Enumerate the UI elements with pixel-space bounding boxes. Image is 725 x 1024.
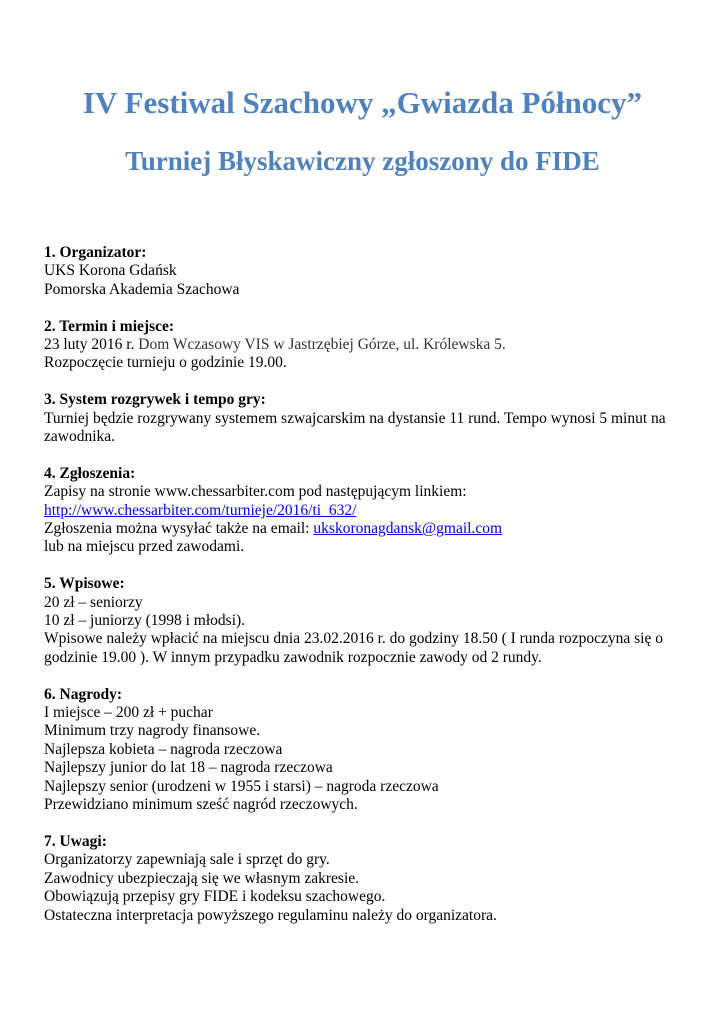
- prize-line: I miejsce – 200 zł + puchar: [44, 704, 213, 722]
- document-body: [44, 244, 684, 943]
- section-fees: [44, 575, 684, 667]
- email-link[interactable]: ukskoronagdansk@gmail.com: [313, 520, 503, 538]
- note-line: Organizatorzy zapewniają sale i sprzęt do gry.: [44, 851, 330, 869]
- note-line: Ostateczna interpretacja powyższego regulaminu należy do organizatora.: [44, 906, 497, 924]
- registration-link-line: [44, 502, 684, 520]
- prize-line: Najlepszy senior (urodzeni w 1955 i starsi) – nagroda rzeczowa: [44, 777, 439, 795]
- event-date: 23 luty 2016 r.: [44, 336, 135, 354]
- fee-text: Wpisowe należy wpłacić na miejscu dnia 23.02.2016 r. do godziny 18.50 ( I runda rozpoczyna się o godzinie 19.00 ). W innym przypadku zawodnik rozpocznie zawody od 2 rundy.: [44, 630, 663, 666]
- organizer-line: Pomorska Akademia Szachowa: [44, 280, 240, 298]
- section-organizer: [44, 244, 684, 299]
- organizer-line: UKS Korona Gdańsk: [44, 262, 177, 280]
- registration-line: lub na miejscu przed zawodami.: [44, 538, 245, 556]
- registration-line: Zapisy na stronie www.chessarbiter.com pod następującym linkiem:: [44, 483, 467, 501]
- section-registration: [44, 465, 684, 557]
- section-prizes: [44, 686, 684, 815]
- section-heading: 4. Zgłoszenia:: [44, 464, 136, 482]
- event-place: Dom Wczasowy VIS w Jastrzębiej Górze, ul. Królewska 5.: [134, 336, 506, 354]
- note-line: Zawodnicy ubezpieczają się we własnym zakresie.: [44, 869, 360, 887]
- fee-line: 20 zł – seniorzy: [44, 593, 143, 611]
- date-place-line: [44, 336, 684, 354]
- email-line: [44, 520, 684, 538]
- prize-line: Najlepsza kobieta – nagroda rzeczowa: [44, 740, 283, 758]
- section-heading: 6. Nagrody:: [44, 685, 123, 703]
- note-line: Obowiązują przepisy gry FIDE i kodeksu szachowego.: [44, 888, 386, 906]
- section-date-place: [44, 318, 684, 373]
- fee-line: 10 zł – juniorzy (1998 i młodsi).: [44, 612, 246, 630]
- document-title: IV Festiwal Szachowy „Gwiazda Północy”: [82, 85, 643, 120]
- system-text: Turniej będzie rozgrywany systemem szwajcarskim na dystansie 11 rund. Tempo wynosi 5 minut na zawodnika.: [44, 409, 666, 446]
- section-system: [44, 391, 684, 446]
- prize-line: Przewidziano minimum sześć nagród rzeczowych.: [44, 796, 358, 814]
- section-heading: 5. Wpisowe:: [44, 575, 125, 593]
- prize-line: Najlepszy junior do lat 18 – nagroda rzeczowa: [44, 759, 333, 777]
- section-notes: [44, 833, 684, 925]
- prize-line: Minimum trzy nagrody finansowe.: [44, 722, 261, 740]
- registration-link[interactable]: http://www.chessarbiter.com/turnieje/2016/ti_632/: [44, 501, 357, 519]
- email-prefix: Zgłoszenia można wysyłać także na email:: [44, 520, 314, 538]
- section-heading: 7. Uwagi:: [44, 832, 107, 850]
- section-heading: 2. Termin i miejsce:: [44, 317, 175, 335]
- section-heading: 1. Organizator:: [44, 244, 147, 261]
- start-time-line: Rozpoczęcie turnieju o godzinie 19.00.: [44, 354, 287, 372]
- section-heading: 3. System rozgrywek i tempo gry:: [44, 391, 266, 409]
- document-subtitle: Turniej Błyskawiczny zgłoszony do FIDE: [125, 146, 600, 176]
